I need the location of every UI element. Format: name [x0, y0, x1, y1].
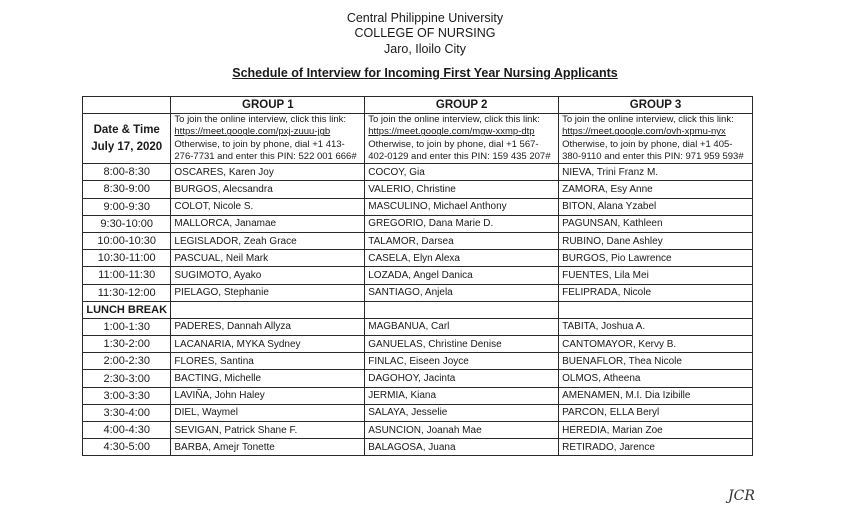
time-slot: 9:30-10:00 — [83, 215, 171, 232]
table-row — [83, 422, 753, 439]
group-2-applicant: VALERIO, Christine — [365, 181, 559, 198]
group-3-applicant: AMENAMEN, M.I. Dia Izibille — [559, 387, 753, 404]
group-2-applicant: MASCULINO, Michael Anthony — [365, 198, 559, 215]
group-1-applicant: BURGOS, Alecsandra — [171, 181, 365, 198]
group-3-applicant: RETIRADO, Jarence — [559, 439, 753, 456]
group-3-applicant: TABITA, Joshua A. — [559, 318, 753, 335]
time-slot: 10:30-11:00 — [83, 250, 171, 267]
group-3-applicant: BURGOS, Pio Lawrence — [559, 250, 753, 267]
table-row — [83, 404, 753, 421]
group-3-applicant — [559, 301, 753, 318]
location: Jaro, Iloilo City — [384, 42, 466, 56]
time-slot: 2:30-3:00 — [83, 370, 171, 387]
group-3-applicant: OLMOS, Atheena — [559, 370, 753, 387]
group-2-applicant: BALAGOSA, Juana — [365, 439, 559, 456]
group-1-meet-link[interactable]: https://meet.google.com/pxj-zuuu-jgb — [174, 126, 331, 138]
group-1-applicant: PIELAGO, Stephanie — [171, 284, 365, 301]
college-name: COLLEGE OF NURSING — [354, 26, 496, 40]
group-3-applicant: FELIPRADA, Nicole — [559, 284, 753, 301]
group-3-instructions: To join the online interview, click this link: https://meet.google.com/ovh-xpmu-nyx Otherwise, to join by phone, dial +1 405-380-9110 and enter this PIN: 971 959 593# — [559, 114, 753, 164]
group-3-applicant: BUENAFLOR, Thea Nicole — [559, 353, 753, 370]
table-row — [83, 267, 753, 284]
table-row — [83, 250, 753, 267]
table-row — [83, 181, 753, 198]
time-slot: 10:00-10:30 — [83, 232, 171, 249]
group-1-applicant — [171, 301, 365, 318]
group-1-applicant: OSCARES, Karen Joy — [171, 164, 365, 181]
group-3-applicant: CANTOMAYOR, Kervy B. — [559, 336, 753, 353]
group-1-applicant: BARBA, Amejr Tonette — [171, 439, 365, 456]
document-title: Schedule of Interview for Incoming First Year Nursing Applicants — [232, 66, 618, 80]
group-2-applicant: COCOY, Gia — [365, 164, 559, 181]
group-1-header: GROUP 1 — [171, 97, 365, 114]
instructions-row — [83, 114, 753, 164]
group-3-header: GROUP 3 — [559, 97, 753, 114]
group-2-applicant: FINLAC, Eiseen Joyce — [365, 353, 559, 370]
group-3-applicant: NIEVA, Trini Franz M. — [559, 164, 753, 181]
group-2-meet-link[interactable]: https://meet.google.com/mgw-xxmp-dtp — [368, 126, 535, 138]
table-row — [83, 284, 753, 301]
group-1-applicant: COLOT, Nicole S. — [171, 198, 365, 215]
group-2-applicant: ASUNCION, Joanah Mae — [365, 422, 559, 439]
time-slot: 4:30-5:00 — [83, 439, 171, 456]
signature-initials: JCR — [728, 488, 755, 504]
lunch-break-row — [83, 301, 753, 318]
group-2-applicant: SANTIAGO, Anjela — [365, 284, 559, 301]
corner-cell — [83, 97, 171, 114]
table-header-row — [83, 97, 753, 114]
group-3-applicant: ZAMORA, Esy Anne — [559, 181, 753, 198]
time-slot: 1:00-1:30 — [83, 318, 171, 335]
group-2-applicant — [365, 301, 559, 318]
group-1-applicant: MALLORCA, Janamae — [171, 215, 365, 232]
time-slot: 1:30-2:00 — [83, 336, 171, 353]
group-3-applicant: PARCON, ELLA Beryl — [559, 404, 753, 421]
time-slot: 8:00-8:30 — [83, 164, 171, 181]
group-2-applicant: DAGOHOY, Jacinta — [365, 370, 559, 387]
lunch-break-label: LUNCH BREAK — [83, 301, 171, 318]
table-row — [83, 318, 753, 335]
group-3-applicant: RUBINO, Dane Ashley — [559, 232, 753, 249]
time-slot: 3:30-4:00 — [83, 404, 171, 421]
group-1-applicant: LEGISLADOR, Zeah Grace — [171, 232, 365, 249]
group-2-applicant: TALAMOR, Darsea — [365, 232, 559, 249]
group-2-applicant: MAGBANUA, Carl — [365, 318, 559, 335]
group-1-instructions: To join the online interview, click this link: https://meet.google.com/pxj-zuuu-jgb Otherwise, to join by phone, dial +1 413-276-7731 and enter this PIN: 522 001 666# — [171, 114, 365, 164]
table-row — [83, 215, 753, 232]
table-row — [83, 387, 753, 404]
group-2-instructions: To join the online interview, click this link: https://meet.google.com/mgw-xxmp-dtp Otherwise, to join by phone, dial +1 567-402-0129 and enter this PIN: 159 435 207# — [365, 114, 559, 164]
group-1-applicant: SEVIGAN, Patrick Shane F. — [171, 422, 365, 439]
time-slot: 2:00-2:30 — [83, 353, 171, 370]
time-slot: 9:00-9:30 — [83, 198, 171, 215]
time-slot: 11:30-12:00 — [83, 284, 171, 301]
group-2-applicant: SALAYA, Jesselie — [365, 404, 559, 421]
time-slot: 3:00-3:30 — [83, 387, 171, 404]
date-time-label: Date & Time — [93, 123, 160, 136]
date-value: July 17, 2020 — [91, 140, 163, 153]
table-row — [83, 336, 753, 353]
time-slot: 4:00-4:30 — [83, 422, 171, 439]
group-1-applicant: PADERES, Dannah Allyza — [171, 318, 365, 335]
table-row — [83, 164, 753, 181]
group-3-applicant: PAGUNSAN, Kathleen — [559, 215, 753, 232]
university-name: Central Philippine University — [346, 11, 504, 25]
group-2-header: GROUP 2 — [365, 97, 559, 114]
table-row — [83, 370, 753, 387]
group-2-applicant: GREGORIO, Dana Marie D. — [365, 215, 559, 232]
table-row — [83, 198, 753, 215]
group-1-applicant: LACANARIA, MYKA Sydney — [171, 336, 365, 353]
group-2-applicant: JERMIA, Kiana — [365, 387, 559, 404]
group-1-applicant: DIEL, Waymel — [171, 404, 365, 421]
group-1-applicant: PASCUAL, Neil Mark — [171, 250, 365, 267]
group-3-applicant: HEREDIA, Marian Zoe — [559, 422, 753, 439]
group-2-applicant: LOZADA, Angel Danica — [365, 267, 559, 284]
schedule-table — [82, 96, 753, 456]
group-2-applicant: CASELA, Elyn Alexa — [365, 250, 559, 267]
table-row — [83, 232, 753, 249]
group-2-applicant: GANUELAS, Christine Denise — [365, 336, 559, 353]
group-1-applicant: BACTING, Michelle — [171, 370, 365, 387]
group-1-applicant: LAVIÑA, John Haley — [171, 387, 365, 404]
time-slot: 8:30-9:00 — [83, 181, 171, 198]
group-3-applicant: BITON, Alana Yzabel — [559, 198, 753, 215]
table-row — [83, 353, 753, 370]
time-slot: 11:00-11:30 — [83, 267, 171, 284]
group-1-applicant: SUGIMOTO, Ayako — [171, 267, 365, 284]
group-1-applicant: FLORES, Santina — [171, 353, 365, 370]
group-3-meet-link[interactable]: https://meet.google.com/ovh-xpmu-nyx — [562, 126, 726, 138]
date-time-cell — [83, 114, 171, 164]
table-row — [83, 439, 753, 456]
group-3-applicant: FUENTES, Lila Mei — [559, 267, 753, 284]
